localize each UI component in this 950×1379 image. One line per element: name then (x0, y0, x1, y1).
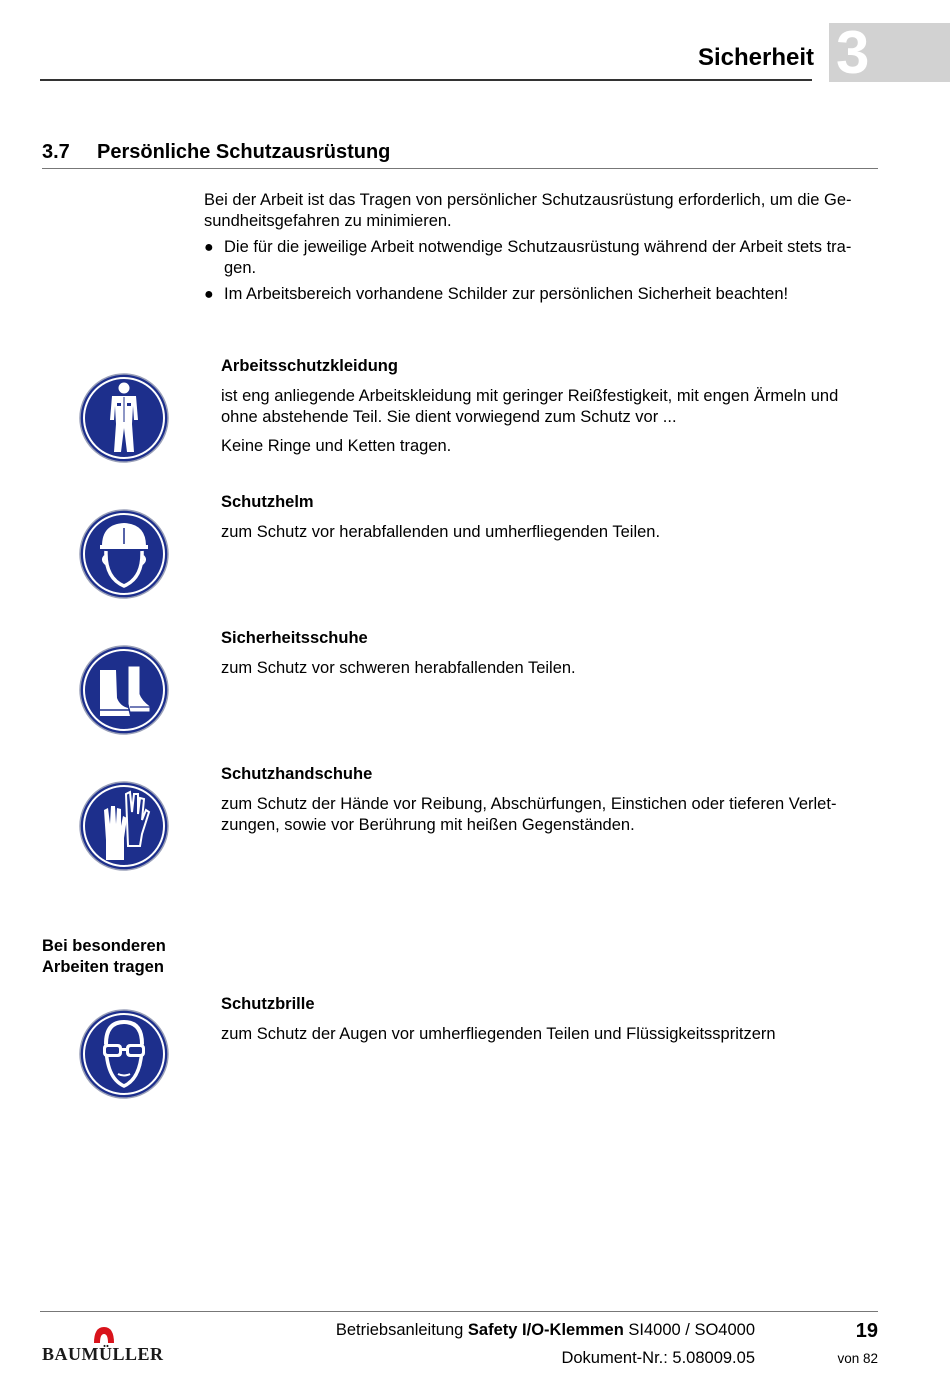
item-description (221, 1024, 871, 1045)
item-title: Arbeitsschutzkleidung (221, 357, 398, 375)
item-title: Schutzhelm (221, 493, 314, 511)
bullet-dot-icon: ● (204, 239, 214, 256)
item-text: zum Schutz der Augen vor umherfliegenden Teilen und Flüssigkeitsspritzern (221, 1025, 776, 1043)
margin-note-line: Bei besonderen (42, 937, 166, 955)
header-rule (40, 79, 812, 81)
margin-note (42, 936, 192, 978)
bullet-text: Die für die jeweilige Arbeit notwendige Schutzausrüstung während der Arbeit stets tra- (224, 238, 852, 256)
item-title: Schutzhandschuhe (221, 765, 373, 783)
item-text: Keine Ringe und Ketten tragen. (221, 437, 452, 455)
item-description (221, 658, 871, 679)
item-text: zum Schutz der Hände vor Reibung, Abschürfungen, Einstichen oder tieferen Verlet- (221, 795, 837, 813)
company-logo: BAUMÜLLER (42, 1344, 164, 1364)
section-title: Persönliche Schutzausrüstung (97, 141, 391, 163)
hard-hat-icon (78, 508, 170, 600)
item-text: ist eng anliegende Arbeitskleidung mit geringer Reißfestigkeit, mit engen Ärmeln und (221, 387, 839, 405)
section-heading (42, 141, 390, 164)
item-text: zum Schutz vor schweren herabfallenden Teilen. (221, 659, 576, 677)
safety-goggles-icon (78, 1008, 170, 1100)
footer-document-number: Dokument-Nr.: 5.08009.05 (561, 1349, 755, 1367)
intro-paragraph (204, 190, 879, 232)
bullet-item (204, 284, 879, 305)
section-rule (42, 168, 878, 169)
section-number: 3.7 (42, 141, 70, 163)
item-description (221, 386, 871, 457)
footer-rule (40, 1311, 878, 1312)
item-text: zungen, sowie vor Berührung mit heißen Gegenständen. (221, 816, 635, 834)
item-description (221, 522, 871, 543)
protective-gloves-icon (78, 780, 170, 872)
bullet-text: Im Arbeitsbereich vorhandene Schilder zur persönlichen Sicherheit beachten! (224, 285, 789, 303)
item-title: Schutzbrille (221, 995, 315, 1013)
intro-line: Bei der Arbeit ist das Tragen von persönlicher Schutzausrüstung erforderlich, um die Ge- (204, 191, 852, 209)
margin-note-line: Arbeiten tragen (42, 958, 164, 976)
running-header-title: Sicherheit (697, 44, 814, 71)
bullet-text: gen. (224, 259, 257, 277)
page-total: von 82 (837, 1351, 878, 1366)
item-description (221, 794, 871, 836)
safety-boot-icon (78, 644, 170, 736)
item-title: Sicherheitsschuhe (221, 629, 368, 647)
item-text: ohne abstehende Teil. Sie dient vorwiegend zum Schutz vor ... (221, 408, 677, 426)
page-number: 19 (855, 1320, 878, 1342)
protective-clothing-icon (78, 372, 170, 464)
chapter-number: 3 (836, 19, 870, 86)
footer-manual-title: Betriebsanleitung Safety I/O-Klemmen SI4000 / SO4000 (335, 1321, 755, 1339)
intro-line: sundheitsgefahren zu minimieren. (204, 212, 452, 230)
bullet-item (204, 237, 879, 279)
baumueller-logo-icon (92, 1325, 116, 1345)
bullet-dot-icon: ● (204, 286, 214, 303)
item-text: zum Schutz vor herabfallenden und umherfliegenden Teilen. (221, 523, 661, 541)
